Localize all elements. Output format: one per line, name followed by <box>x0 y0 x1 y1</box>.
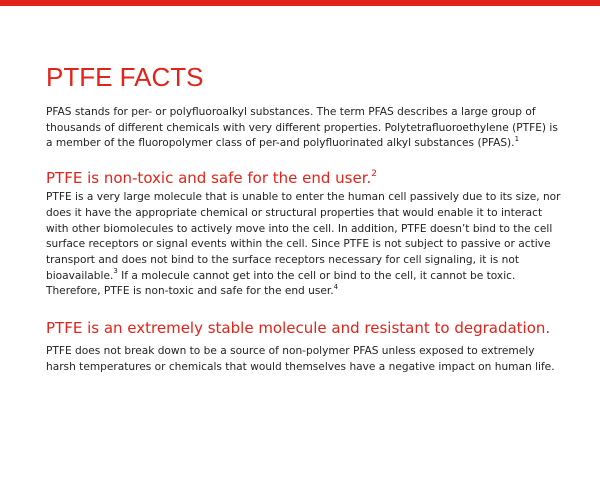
footnote-ref-1[interactable]: 1 <box>514 134 520 143</box>
section-body-non-toxic <box>46 190 561 300</box>
footnote-ref-3[interactable]: 3 <box>113 267 118 276</box>
section-body-non-toxic-part2: If a molecule cannot get into the cell or bind to the cell, it cannot be toxic. Therefore, PTFE is non-toxic and safe for the end user. <box>46 269 516 298</box>
section-heading-stable: PTFE is an extremely stable molecule and resistant to degradation. <box>46 319 551 338</box>
intro-paragraph <box>46 105 561 152</box>
section-heading-non-toxic-text: PTFE is non-toxic and safe for the end user. <box>46 169 372 188</box>
section-body-non-toxic-part1: PTFE is a very large molecule that is unable to enter the human cell passively due to its size, nor does it have the appropriate chemical or structural properties that would enable it to interact with other biomolecules to actively move into the cell. In addition, PTFE doesn’t bind to the cell surface receptors or signal events within the cell. Since PTFE is not subject to passive or active transport and does not bind to the surface receptors necessary for cell signaling, it is not bioavailable. <box>46 191 561 282</box>
footnote-ref-2[interactable]: 2 <box>371 169 378 180</box>
top-accent-bar <box>0 0 600 6</box>
page-title: PTFE FACTS <box>46 62 204 92</box>
section-body-stable: PTFE does not break down to be a source of non-polymer PFAS unless exposed to extremely harsh temperatures or chemicals that would themselves have a negative impact on human life. <box>46 345 555 373</box>
document-page <box>46 62 561 375</box>
intro-text: PFAS stands for per- or polyfluoroalkyl substances. The term PFAS describes a large group of thousands of different chemicals with very different properties. Polytetrafluoroethylene (PTFE) is a member of the fluoropolymer class of per-and polyfluorinated alkyl substances (PFAS). <box>46 106 558 150</box>
footnote-ref-4[interactable]: 4 <box>333 282 339 291</box>
section-heading-non-toxic <box>46 169 561 188</box>
